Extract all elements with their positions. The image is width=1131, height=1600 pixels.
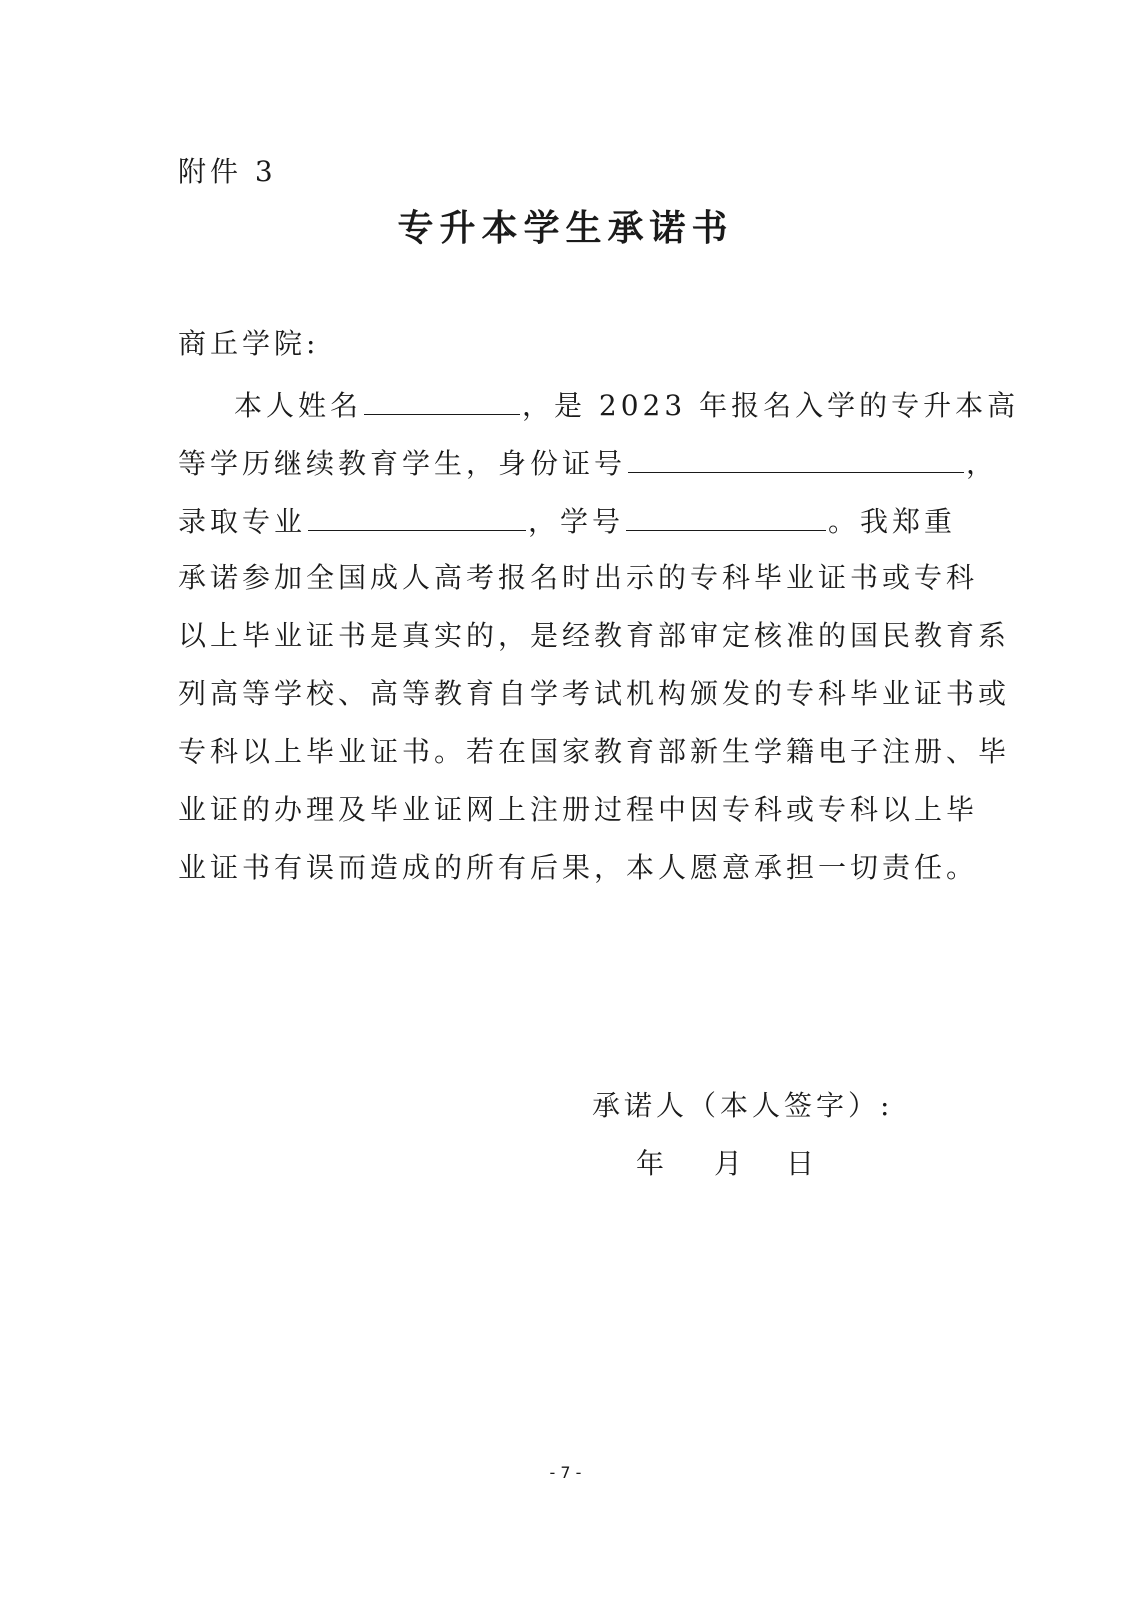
body-line-4: 承诺参加全国成人高考报名时出示的专科毕业证书或专科 (178, 561, 979, 594)
body-text: 录取专业 (178, 505, 307, 538)
date-day-label: 日 (786, 1147, 815, 1180)
body-line-8: 业证的办理及毕业证网上注册过程中因专科或专科以上毕 (178, 793, 979, 826)
body-text: ，是 2023 年报名入学的专升本高 (522, 389, 1020, 422)
body-text: 。我郑重 (828, 505, 957, 538)
document-title: 专升本学生承诺书 (397, 208, 734, 249)
page-number: - 7 - (549, 1463, 582, 1482)
body-line-6: 列高等学校、高等教育自学考试机构颁发的专科毕业证书或 (178, 677, 1011, 710)
major-blank[interactable] (308, 500, 526, 531)
name-blank[interactable] (364, 384, 520, 415)
body-line-7: 专科以上毕业证书。若在国家教育部新生学籍电子注册、毕 (178, 735, 1011, 768)
date-year-label: 年 (636, 1147, 665, 1180)
student-id-blank[interactable] (626, 500, 826, 531)
body-text: 本人姓名 (234, 389, 363, 422)
body-text: 等学历继续教育学生，身份证号 (178, 447, 627, 480)
body-line-2 (178, 442, 999, 482)
body-text: ， (966, 447, 999, 480)
signer-label: 承诺人（本人签字）: (592, 1089, 894, 1122)
body-line-5: 以上毕业证书是真实的，是经教育部审定核准的国民教育系 (178, 619, 1011, 652)
id-number-blank[interactable] (628, 442, 964, 473)
body-text: ，学号 (528, 505, 625, 538)
body-line-1 (178, 384, 1020, 424)
addressee: 商丘学院: (178, 327, 320, 360)
body-line-3 (178, 500, 957, 540)
body-line-9: 业证书有误而造成的所有后果，本人愿意承担一切责任。 (178, 851, 979, 884)
date-month-label: 月 (714, 1147, 743, 1180)
attachment-label: 附件 3 (178, 155, 277, 188)
